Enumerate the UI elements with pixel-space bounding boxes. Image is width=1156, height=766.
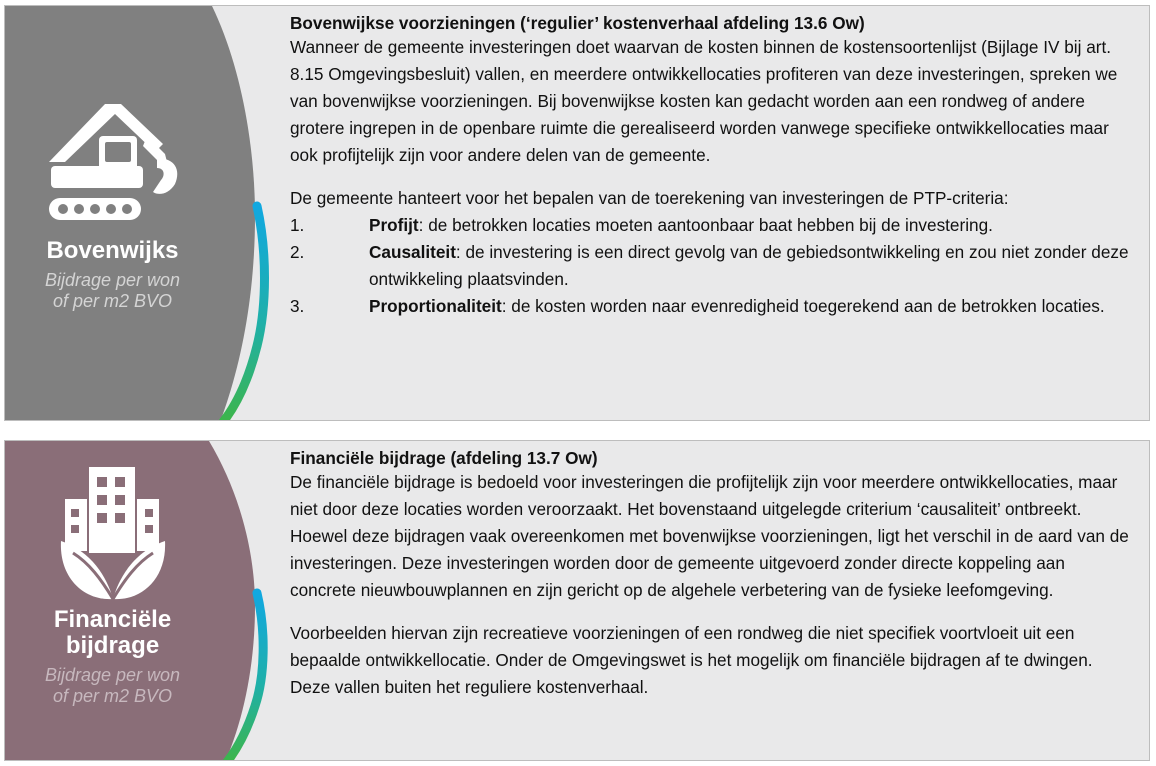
criteria-text: : de kosten worden naar evenredigheid toegerekend aan de betrokken locaties. — [501, 296, 1105, 316]
criteria-list — [290, 212, 1131, 320]
side-title-line: bijdrage — [65, 632, 160, 659]
criteria-term: Profijt — [369, 215, 419, 235]
side-subtitle-line: of per m2 BVO — [52, 686, 173, 706]
paragraph: De gemeente hanteert voor het bepalen van de toerekening van investeringen de PTP-criteria: — [290, 188, 1009, 208]
side-subtitle-line: Bijdrage per won — [44, 665, 181, 685]
buildings-leaf-icon — [55, 459, 171, 605]
excavator-icon — [43, 96, 183, 224]
criteria-text: : de betrokken locaties moeten aantoonbaar baat hebben bij de investering. — [418, 215, 993, 235]
card-side-panel — [5, 6, 275, 420]
list-item — [290, 212, 1131, 239]
side-title-line: Financiële — [53, 606, 172, 633]
side-subtitle-line: of per m2 BVO — [52, 291, 173, 311]
card-side-panel — [5, 441, 275, 760]
card-content — [290, 447, 1131, 701]
list-item — [290, 293, 1131, 320]
criteria-text: : de investering is een direct gevolg van de gebiedsontwikkeling en zou niet zonder deze ontwikkeling plaatsvinden. — [369, 242, 1129, 289]
list-number: 3. — [290, 296, 305, 316]
criteria-term: Proportionaliteit — [369, 296, 502, 316]
list-number: 1. — [290, 215, 305, 235]
list-number: 2. — [290, 242, 305, 262]
side-subtitle — [5, 270, 220, 312]
criteria-term: Causaliteit — [369, 242, 456, 262]
side-title — [5, 607, 220, 659]
list-item — [290, 239, 1131, 293]
paragraph: De financiële bijdrage is bedoeld voor investeringen die profijtelijk zijn voor meerdere ontwikkellocaties, maar niet door deze locaties worden veroorzaakt. Het bovenstaand uitgelegde criterium ‘causaliteit’ ontbreekt. Hoewel deze bijdragen vaak overeenkomen met bovenwijkse voorzieningen, ligt het verschil in de aard van de investeringen. Deze investeringen worden door de gemeente uitgevoerd zonder directe koppeling aan concrete nieuwbouwplannen en zijn gericht op de algehele verbetering van de fysieke leefomgeving. — [290, 472, 1129, 600]
side-subtitle-line: Bijdrage per won — [44, 270, 181, 290]
section-heading: Financiële bijdrage (afdeling 13.7 Ow) — [290, 448, 598, 468]
financiele-bijdrage-card — [4, 440, 1150, 761]
side-subtitle — [5, 665, 220, 707]
paragraph: Voorbeelden hiervan zijn recreatieve voorzieningen of een rondweg die niet specifiek voortvloeit uit een bepaalde ontwikkellocatie. Onder de Omgevingswet is het mogelijk om financiële bijdragen af te dwingen. Deze vallen buiten het reguliere kostenverhaal. — [290, 623, 1093, 697]
side-title: Bovenwijks — [46, 237, 179, 264]
paragraph: Wanneer de gemeente investeringen doet waarvan de kosten binnen de kostensoortenlijst (Bijlage IV bij art. 8.15 Omgevingsbesluit) vallen, en meerdere ontwikkellocaties profiteren van deze investeringen, spreken we van bovenwijkse voorzieningen. Bij bovenwijkse kosten kan gedacht worden aan een rondweg of andere grotere ingrepen in de openbare ruimte die gerealiseerd worden vanwege specifieke ontwikkellocaties maar ook profijtelijk zijn voor andere delen van de gemeente. — [290, 37, 1118, 165]
section-heading: Bovenwijkse voorzieningen (‘regulier’ kostenverhaal afdeling 13.6 Ow) — [290, 13, 865, 33]
card-content — [290, 12, 1131, 320]
bovenwijks-card — [4, 5, 1150, 421]
